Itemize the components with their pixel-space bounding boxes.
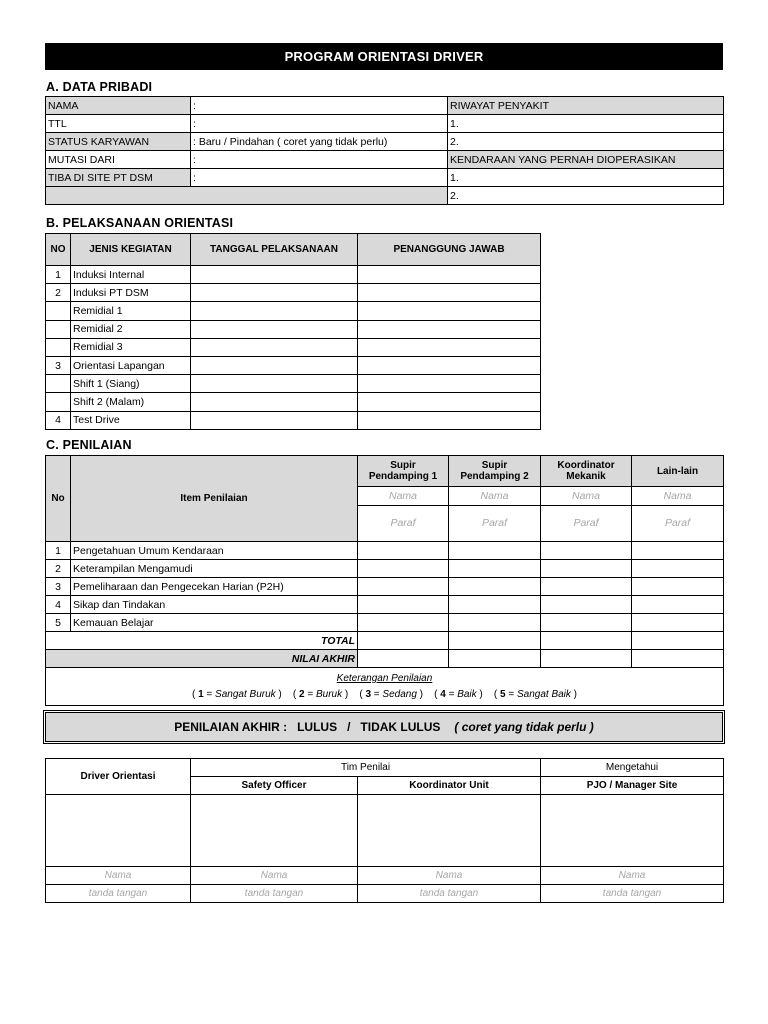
col-supir-pendamping-1: Supir Pendamping 1 [358, 456, 449, 487]
pj-cell[interactable] [358, 338, 541, 356]
pj-cell[interactable] [358, 356, 541, 374]
nama-field[interactable]: Nama [632, 487, 724, 505]
pj-cell[interactable] [358, 393, 541, 411]
personal-data-table [45, 96, 724, 205]
nilai-akhir-row [46, 650, 724, 668]
item-no: 5 [46, 614, 71, 632]
field-ttl[interactable]: : [191, 115, 448, 133]
table-header-row [46, 234, 541, 266]
tanggal-cell[interactable] [191, 266, 358, 284]
row-no: 3 [46, 356, 71, 374]
score-cell[interactable] [358, 596, 449, 614]
tanggal-cell[interactable] [191, 338, 358, 356]
nama-field[interactable]: Nama [358, 487, 449, 505]
row-no [46, 338, 71, 356]
score-cell[interactable] [449, 614, 541, 632]
col-penanggung-jawab: PENANGGUNG JAWAB [358, 234, 541, 266]
table-row [46, 133, 724, 151]
col-koordinator-unit: Koordinator Unit [358, 777, 541, 795]
signature-area[interactable] [46, 795, 191, 867]
score-cell[interactable] [449, 596, 541, 614]
tanggal-cell[interactable] [191, 356, 358, 374]
nama-field[interactable]: Nama [449, 487, 541, 505]
nilai-akhir-cell[interactable] [632, 650, 724, 668]
field-kendaraan-1[interactable]: 1. [448, 169, 724, 187]
pj-cell[interactable] [358, 266, 541, 284]
table-header-row [46, 759, 724, 777]
ttd-field[interactable]: tanda tangan [541, 885, 724, 903]
score-cell[interactable] [358, 614, 449, 632]
score-cell[interactable] [449, 542, 541, 560]
ttd-row [46, 885, 724, 903]
table-row [46, 542, 724, 560]
legend-item: ( 5 = Sangat Baik ) [493, 689, 578, 700]
row-kegiatan: Remidial 2 [71, 320, 191, 338]
item-label: Keterampilan Mengamudi [71, 560, 358, 578]
score-cell[interactable] [358, 542, 449, 560]
table-row [46, 169, 724, 187]
field-mutasi-dari[interactable]: : [191, 151, 448, 169]
score-cell[interactable] [449, 578, 541, 596]
assessment-table [45, 455, 724, 706]
row-no [46, 320, 71, 338]
total-cell[interactable] [449, 632, 541, 650]
table-header-row [46, 456, 724, 487]
col-lain-lain: Lain-lain [632, 456, 724, 487]
legend-item: ( 1 = Sangat Buruk ) [191, 689, 282, 700]
row-kegiatan: Orientasi Lapangan [71, 356, 191, 374]
keterangan-title: Keterangan Penilaian [336, 673, 433, 684]
row-kegiatan: Induksi PT DSM [71, 284, 191, 302]
total-row [46, 632, 724, 650]
tanggal-cell[interactable] [191, 393, 358, 411]
row-no: 4 [46, 411, 71, 429]
nama-field[interactable]: Nama [541, 487, 632, 505]
pj-cell[interactable] [358, 411, 541, 429]
field-kendaraan-2[interactable]: 2. [448, 187, 724, 205]
final-assessment-note: ( coret yang tidak perlu ) [454, 720, 594, 734]
row-no [46, 302, 71, 320]
row-no [46, 375, 71, 393]
signature-area[interactable] [541, 795, 724, 867]
col-koordinator-mekanik: Koordinator Mekanik [541, 456, 632, 487]
field-riwayat-1[interactable]: 1. [448, 115, 724, 133]
table-row [46, 596, 724, 614]
orientation-table [45, 233, 541, 430]
table-row [46, 266, 541, 284]
form-title: PROGRAM ORIENTASI DRIVER [45, 43, 723, 70]
tanggal-cell[interactable] [191, 320, 358, 338]
ttd-field[interactable]: tanda tangan [46, 885, 191, 903]
row-no: 2 [46, 284, 71, 302]
label-riwayat-penyakit: RIWAYAT PENYAKIT [448, 97, 724, 115]
row-kegiatan: Remidial 1 [71, 302, 191, 320]
row-kegiatan: Test Drive [71, 411, 191, 429]
nama-field[interactable]: Nama [191, 867, 358, 885]
score-cell[interactable] [358, 578, 449, 596]
col-mengetahui: Mengetahui [541, 759, 724, 777]
table-row [46, 393, 541, 411]
row-kegiatan: Shift 2 (Malam) [71, 393, 191, 411]
table-row [46, 151, 724, 169]
item-no: 1 [46, 542, 71, 560]
score-cell[interactable] [541, 614, 632, 632]
item-no: 3 [46, 578, 71, 596]
item-label: Pengetahuan Umum Kendaraan [71, 542, 358, 560]
table-row [46, 284, 541, 302]
tanggal-cell[interactable] [191, 284, 358, 302]
col-item-penilaian: Item Penilaian [71, 456, 358, 542]
col-jenis-kegiatan: JENIS KEGIATAN [71, 234, 191, 266]
row-no: 1 [46, 266, 71, 284]
total-cell[interactable] [541, 632, 632, 650]
pj-cell[interactable] [358, 320, 541, 338]
nilai-akhir-cell[interactable] [449, 650, 541, 668]
total-cell[interactable] [358, 632, 449, 650]
legend-row [46, 668, 724, 706]
tanggal-cell[interactable] [191, 302, 358, 320]
score-cell[interactable] [541, 578, 632, 596]
label-tiba-di-site: TIBA DI SITE PT DSM [46, 169, 191, 187]
label-ttl: TTL [46, 115, 191, 133]
nama-row [46, 867, 724, 885]
label-kendaraan: KENDARAAN YANG PERNAH DIOPERASIKAN [448, 151, 724, 169]
section-b-heading: B. PELAKSANAAN ORIENTASI [46, 216, 234, 230]
item-label: Pemeliharaan dan Pengecekan Harian (P2H) [71, 578, 358, 596]
legend-item: ( 4 = Baik ) [434, 689, 483, 700]
nilai-akhir-cell[interactable] [358, 650, 449, 668]
field-nama[interactable]: : [191, 97, 448, 115]
nilai-akhir-cell[interactable] [541, 650, 632, 668]
field-status-karyawan[interactable]: : Baru / Pindahan ( coret yang tidak perlu) [191, 133, 448, 151]
table-row [46, 356, 541, 374]
score-cell[interactable] [632, 560, 724, 578]
total-label: TOTAL [46, 632, 358, 650]
col-no: No [46, 456, 71, 542]
score-cell[interactable] [449, 560, 541, 578]
score-cell[interactable] [541, 596, 632, 614]
col-safety-officer: Safety Officer [191, 777, 358, 795]
paraf-field[interactable]: Paraf [449, 505, 541, 541]
table-row [46, 614, 724, 632]
item-no: 4 [46, 596, 71, 614]
row-kegiatan: Remidial 3 [71, 338, 191, 356]
empty-cell [46, 187, 448, 205]
total-cell[interactable] [632, 632, 724, 650]
score-cell[interactable] [541, 560, 632, 578]
signature-table [45, 758, 724, 903]
field-riwayat-2[interactable]: 2. [448, 133, 724, 151]
paraf-field[interactable]: Paraf [358, 505, 449, 541]
col-pjo-manager: PJO / Manager Site [541, 777, 724, 795]
ttd-field[interactable]: tanda tangan [358, 885, 541, 903]
final-assessment-label[interactable]: PENILAIAN AKHIR : LULUS / TIDAK LULUS [174, 720, 441, 734]
row-kegiatan: Induksi Internal [71, 266, 191, 284]
item-label: Kemauan Belajar [71, 614, 358, 632]
label-mutasi-dari: MUTASI DARI [46, 151, 191, 169]
col-driver-orientasi: Driver Orientasi [46, 759, 191, 795]
nilai-akhir-label: NILAI AKHIR [46, 650, 358, 668]
ttd-field[interactable]: tanda tangan [191, 885, 358, 903]
col-tim-penilai: Tim Penilai [191, 759, 541, 777]
item-no: 2 [46, 560, 71, 578]
legend-item: ( 3 = Sedang ) [359, 689, 423, 700]
table-row [46, 115, 724, 133]
score-legend [48, 689, 721, 700]
signature-area[interactable] [191, 795, 358, 867]
item-label: Sikap dan Tindakan [71, 596, 358, 614]
nama-field[interactable]: Nama [541, 867, 724, 885]
score-cell[interactable] [358, 560, 449, 578]
legend-cell [46, 668, 724, 706]
signature-area-row [46, 795, 724, 867]
col-supir-pendamping-2: Supir Pendamping 2 [449, 456, 541, 487]
score-cell[interactable] [632, 614, 724, 632]
table-row [46, 411, 541, 429]
pj-cell[interactable] [358, 375, 541, 393]
label-status-karyawan: STATUS KARYAWAN [46, 133, 191, 151]
tanggal-cell[interactable] [191, 375, 358, 393]
table-row [46, 338, 541, 356]
table-row [46, 560, 724, 578]
legend-item: ( 2 = Buruk ) [292, 689, 349, 700]
final-assessment-box [45, 712, 723, 742]
row-no [46, 393, 71, 411]
table-row [46, 578, 724, 596]
tanggal-cell[interactable] [191, 411, 358, 429]
score-cell[interactable] [632, 578, 724, 596]
col-no: NO [46, 234, 71, 266]
field-tiba-di-site[interactable]: : [191, 169, 448, 187]
pj-cell[interactable] [358, 284, 541, 302]
paraf-field[interactable]: Paraf [541, 505, 632, 541]
table-row [46, 97, 724, 115]
table-row [46, 302, 541, 320]
table-row [46, 187, 724, 205]
score-cell[interactable] [541, 542, 632, 560]
score-cell[interactable] [632, 596, 724, 614]
score-cell[interactable] [632, 542, 724, 560]
signature-area[interactable] [358, 795, 541, 867]
label-nama: NAMA [46, 97, 191, 115]
nama-field[interactable]: Nama [358, 867, 541, 885]
col-tanggal: TANGGAL PELAKSANAAN [191, 234, 358, 266]
table-row [46, 320, 541, 338]
section-a-heading: A. DATA PRIBADI [46, 80, 153, 94]
section-c-heading: C. PENILAIAN [46, 438, 132, 452]
pj-cell[interactable] [358, 302, 541, 320]
table-row [46, 375, 541, 393]
nama-field[interactable]: Nama [46, 867, 191, 885]
paraf-field[interactable]: Paraf [632, 505, 724, 541]
row-kegiatan: Shift 1 (Siang) [71, 375, 191, 393]
